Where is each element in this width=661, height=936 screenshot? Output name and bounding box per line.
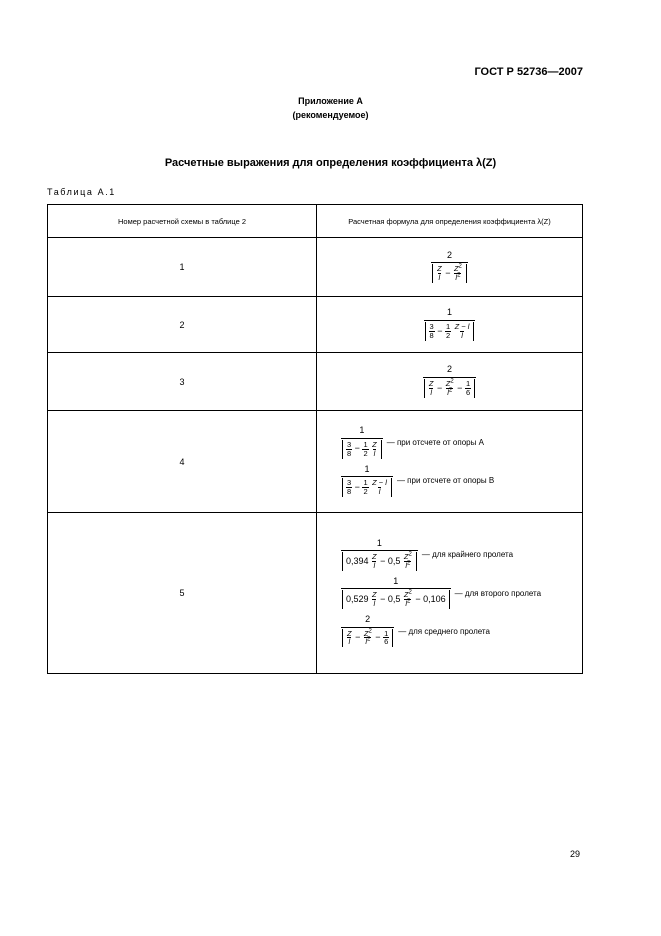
appendix-title: Приложение А bbox=[298, 96, 363, 106]
formula-table bbox=[47, 204, 583, 674]
formula-note: — при отсчете от опоры B bbox=[396, 476, 495, 486]
column-header-formula: Расчетная формула для определения коэффициента λ(Z) bbox=[317, 205, 583, 238]
table-row bbox=[48, 353, 583, 411]
formula-cell bbox=[317, 411, 583, 513]
formula: 1 $\frac{3}{8}$ − $\frac{1}{2}$ $\frac{Z - l}{l}$ bbox=[424, 308, 476, 340]
formula: 1 $\frac{3}{8}$ − $\frac{1}{2}$ $\frac{Z}{l}$ bbox=[341, 426, 383, 458]
table-label: Таблица А.1 bbox=[47, 187, 116, 197]
table-header-row bbox=[48, 205, 583, 238]
scheme-number: 2 bbox=[48, 297, 317, 353]
formula: 1 $\frac{3}{8}$ − $\frac{1}{2}$ $\frac{Z - l}{l}$ bbox=[341, 465, 393, 497]
formula-cell bbox=[317, 513, 583, 674]
formula-cell bbox=[317, 297, 583, 353]
scheme-number: 5 bbox=[48, 513, 317, 674]
formula: 1 0,394 $\frac{Z}{l}$ − 0,5 $\frac{Z^2}{l^2}$ bbox=[341, 539, 418, 571]
document-code: ГОСТ Р 52736—2007 bbox=[474, 66, 583, 78]
scheme-number: 1 bbox=[48, 238, 317, 297]
formula-cell bbox=[317, 353, 583, 411]
table-row bbox=[48, 297, 583, 353]
formula-note: — для второго пролета bbox=[454, 588, 542, 598]
formula: 2 $\frac{Z}{l}$ − $\frac{Z^2}{l^2}$ − $\frac{1}{6}$ bbox=[341, 615, 394, 647]
formula-note: — для крайнего пролета bbox=[421, 550, 514, 560]
formula-note: — для среднего пролета bbox=[398, 626, 490, 636]
formula-cell bbox=[317, 238, 583, 297]
formula: 2 $\frac{Z}{l}$ − $\frac{Z^2}{l^2}$ − $\frac{1}{6}$ bbox=[423, 365, 476, 397]
formula-note: — при отсчете от опоры A bbox=[386, 437, 484, 447]
table-row bbox=[48, 513, 583, 674]
formula: 2 $\frac{Z}{l}$ − $\frac{Z^2}{l^2}$ bbox=[431, 251, 468, 283]
page-number: 29 bbox=[570, 849, 581, 859]
scheme-number: 3 bbox=[48, 353, 317, 411]
appendix-subtitle: (рекомендуемое) bbox=[292, 110, 369, 120]
section-title: Расчетные выражения для определения коэффициента λ(Z) bbox=[164, 157, 497, 169]
scheme-number: 4 bbox=[48, 411, 317, 513]
formula: 1 0,529 $\frac{Z}{l}$ − 0,5 $\frac{Z^2}{l^2}$ − 0,106 bbox=[341, 577, 451, 609]
table-row bbox=[48, 411, 583, 513]
column-header-scheme: Номер расчетной схемы в таблице 2 bbox=[48, 205, 317, 238]
table-row bbox=[48, 238, 583, 297]
